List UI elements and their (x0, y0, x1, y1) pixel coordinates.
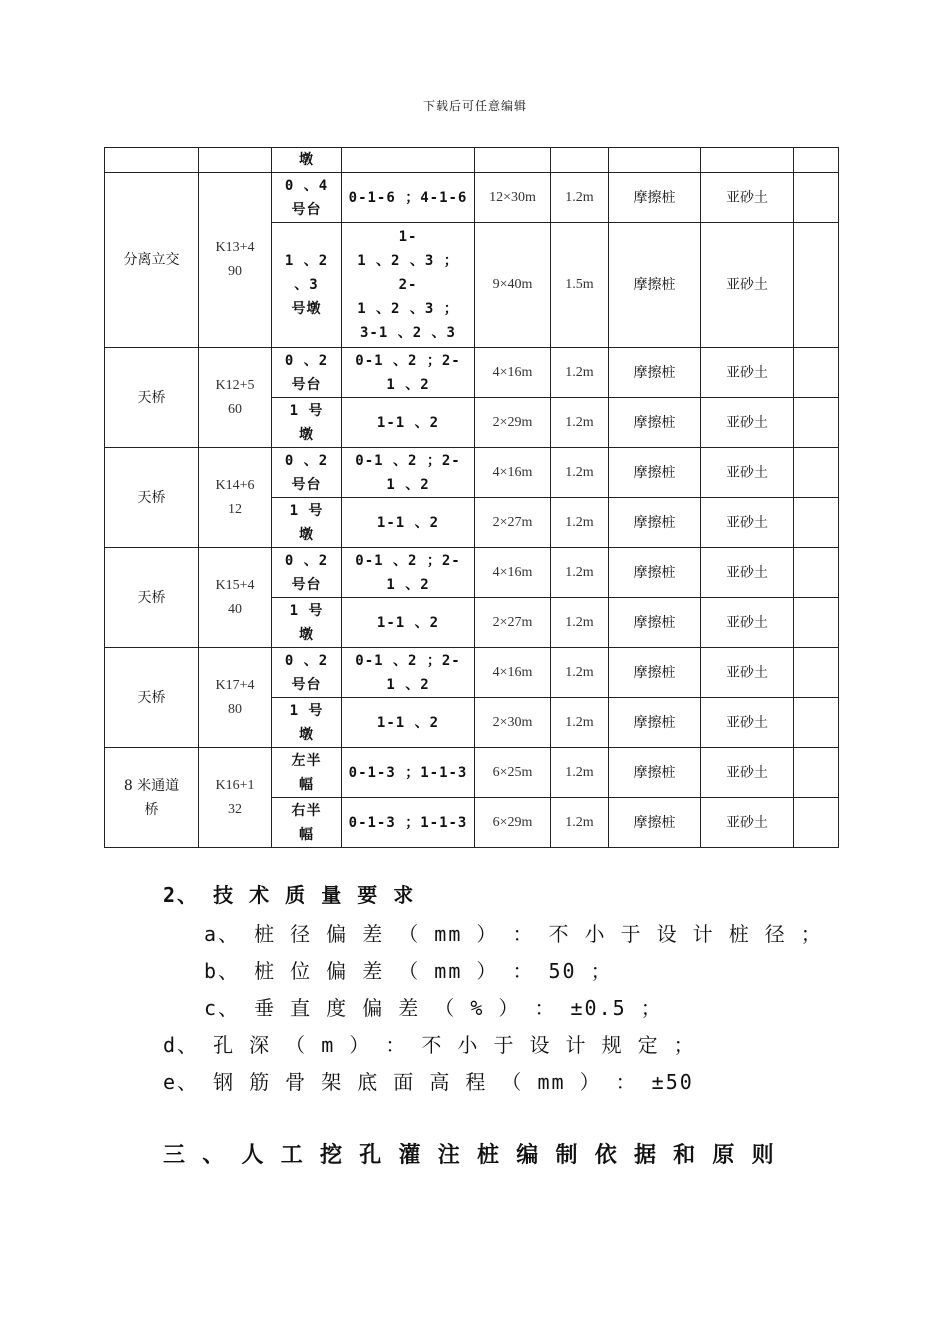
table-cell (794, 173, 839, 223)
span-cell: 2×27m (475, 598, 551, 648)
table-cell (794, 798, 839, 848)
soil-cell: 亚砂土 (701, 648, 794, 698)
table-cell (794, 698, 839, 748)
table-body (105, 148, 839, 848)
span-cell: 4×16m (475, 448, 551, 498)
pile-number-cell: 0-1 、2 ；2- 1 、2 (342, 448, 475, 498)
soil-cell: 亚砂土 (701, 448, 794, 498)
pile-number-cell: 0-1-3 ；1-1-3 (342, 798, 475, 848)
requirement-c: c、 垂 直 度 偏 差 （ % ） ： ±0.5 ； (204, 996, 663, 1020)
diameter-cell: 1.2m (551, 548, 609, 598)
span-cell: 4×16m (475, 648, 551, 698)
span-cell: 2×30m (475, 698, 551, 748)
diameter-cell: 1.5m (551, 223, 609, 348)
table-cell (105, 148, 199, 173)
bridge-name-cell: 分离立交 (105, 173, 199, 348)
diameter-cell: 1.2m (551, 173, 609, 223)
table-row (105, 348, 839, 398)
soil-cell: 亚砂土 (701, 398, 794, 448)
pile-type-cell: 摩擦桩 (609, 223, 701, 348)
table-cell (794, 223, 839, 348)
bridge-name-cell: 天桥 (105, 548, 199, 648)
table-cell (794, 748, 839, 798)
part-cell: 0 、2 号台 (272, 348, 342, 398)
bridge-name-cell: 天桥 (105, 448, 199, 548)
station-cell: K12+5 60 (199, 348, 272, 448)
span-cell: 4×16m (475, 548, 551, 598)
table-cell (794, 548, 839, 598)
part-cell: 1 号 墩 (272, 698, 342, 748)
part-cell: 左半 幅 (272, 748, 342, 798)
table-cell (475, 148, 551, 173)
span-cell: 4×16m (475, 348, 551, 398)
table-cell (199, 148, 272, 173)
pile-number-cell: 0-1 、2 ；2- 1 、2 (342, 348, 475, 398)
soil-cell: 亚砂土 (701, 748, 794, 798)
table-cell (794, 498, 839, 548)
pile-type-cell: 摩擦桩 (609, 448, 701, 498)
pile-type-cell: 摩擦桩 (609, 748, 701, 798)
diameter-cell: 1.2m (551, 448, 609, 498)
soil-cell: 亚砂土 (701, 223, 794, 348)
soil-cell: 亚砂土 (701, 348, 794, 398)
requirement-b: b、 桩 位 偏 差 （ mm ） ： 50 ； (204, 959, 613, 983)
soil-cell: 亚砂土 (701, 798, 794, 848)
pile-number-cell: 1-1 、2 (342, 598, 475, 648)
table-cell (794, 148, 839, 173)
table-row (105, 148, 839, 173)
section-heading-3: 三 、 人 工 挖 孔 灌 注 桩 编 制 依 据 和 原 则 (163, 1143, 776, 1168)
part-cell: 0 、2 号台 (272, 448, 342, 498)
pile-type-cell: 摩擦桩 (609, 498, 701, 548)
soil-cell: 亚砂土 (701, 598, 794, 648)
pile-type-cell: 摩擦桩 (609, 648, 701, 698)
span-cell: 2×29m (475, 398, 551, 448)
part-cell: 0 、2 号台 (272, 648, 342, 698)
diameter-cell: 1.2m (551, 348, 609, 398)
table-row (105, 448, 839, 498)
part-cell: 1 号 墩 (272, 498, 342, 548)
diameter-cell: 1.2m (551, 698, 609, 748)
station-cell: K13+4 90 (199, 173, 272, 348)
pile-number-cell: 0-1 、2 ；2- 1 、2 (342, 648, 475, 698)
bridge-name-cell: 8 米通道 桥 (105, 748, 199, 848)
diameter-cell: 1.2m (551, 748, 609, 798)
pile-type-cell: 摩擦桩 (609, 173, 701, 223)
table-cell (794, 398, 839, 448)
table-cell (794, 598, 839, 648)
soil-cell: 亚砂土 (701, 548, 794, 598)
diameter-cell: 1.2m (551, 398, 609, 448)
station-cell: K14+6 12 (199, 448, 272, 548)
diameter-cell: 1.2m (551, 648, 609, 698)
diameter-cell: 1.2m (551, 798, 609, 848)
pile-type-cell: 摩擦桩 (609, 548, 701, 598)
part-cell: 右半 幅 (272, 798, 342, 848)
section-heading-quality: 2、 技 术 质 量 要 求 (163, 883, 416, 907)
span-cell: 2×27m (475, 498, 551, 548)
table-cell (701, 148, 794, 173)
part-cell: 1 号 墩 (272, 398, 342, 448)
bridge-name-cell: 天桥 (105, 648, 199, 748)
bridge-name-cell: 天桥 (105, 348, 199, 448)
table-cell (609, 148, 701, 173)
table-cell (342, 148, 475, 173)
table-row (105, 548, 839, 598)
soil-cell: 亚砂土 (701, 698, 794, 748)
pile-type-cell: 摩擦桩 (609, 598, 701, 648)
pile-number-cell: 1-1 、2 (342, 498, 475, 548)
part-cell: 0 、2 号台 (272, 548, 342, 598)
soil-cell: 亚砂土 (701, 498, 794, 548)
table-cell (551, 148, 609, 173)
pile-type-cell: 摩擦桩 (609, 398, 701, 448)
pile-number-cell: 0-1 、2 ；2- 1 、2 (342, 548, 475, 598)
requirement-a: a、 桩 径 偏 差 （ mm ） ： 不 小 于 设 计 桩 径 ； (204, 922, 823, 946)
bridge-pile-table (104, 147, 839, 848)
table-row (105, 173, 839, 223)
part-cell: 0 、4 号台 (272, 173, 342, 223)
span-cell: 12×30m (475, 173, 551, 223)
pile-number-cell: 1-1 、2 (342, 698, 475, 748)
requirement-d: d、 孔 深 （ m ） ： 不 小 于 设 计 规 定 ； (163, 1033, 696, 1057)
table-cell (794, 448, 839, 498)
pile-number-cell: 0-1-6 ；4-1-6 (342, 173, 475, 223)
table-cell (794, 648, 839, 698)
part-cell: 1 号 墩 (272, 598, 342, 648)
diameter-cell: 1.2m (551, 498, 609, 548)
diameter-cell: 1.2m (551, 598, 609, 648)
requirement-e: e、 钢 筋 骨 架 底 面 高 程 （ mm ） ： ±50 (163, 1070, 694, 1094)
table-cell: 墩 (272, 148, 342, 173)
station-cell: K15+4 40 (199, 548, 272, 648)
pile-type-cell: 摩擦桩 (609, 698, 701, 748)
span-cell: 6×25m (475, 748, 551, 798)
station-cell: K16+1 32 (199, 748, 272, 848)
pile-type-cell: 摩擦桩 (609, 348, 701, 398)
pile-number-cell: 1-1 、2 (342, 398, 475, 448)
pile-type-cell: 摩擦桩 (609, 798, 701, 848)
table-cell (794, 348, 839, 398)
span-cell: 6×29m (475, 798, 551, 848)
pile-number-cell: 0-1-3 ；1-1-3 (342, 748, 475, 798)
station-cell: K17+4 80 (199, 648, 272, 748)
page-header: 下载后可任意编辑 (422, 99, 527, 113)
table-row (105, 748, 839, 798)
table-row (105, 648, 839, 698)
span-cell: 9×40m (475, 223, 551, 348)
part-cell: 1 、2 、3 号墩 (272, 223, 342, 348)
pile-number-cell: 1- 1 、2 、3 ； 2- 1 、2 、3 ； 3-1 、2 、3 (342, 223, 475, 348)
soil-cell: 亚砂土 (701, 173, 794, 223)
